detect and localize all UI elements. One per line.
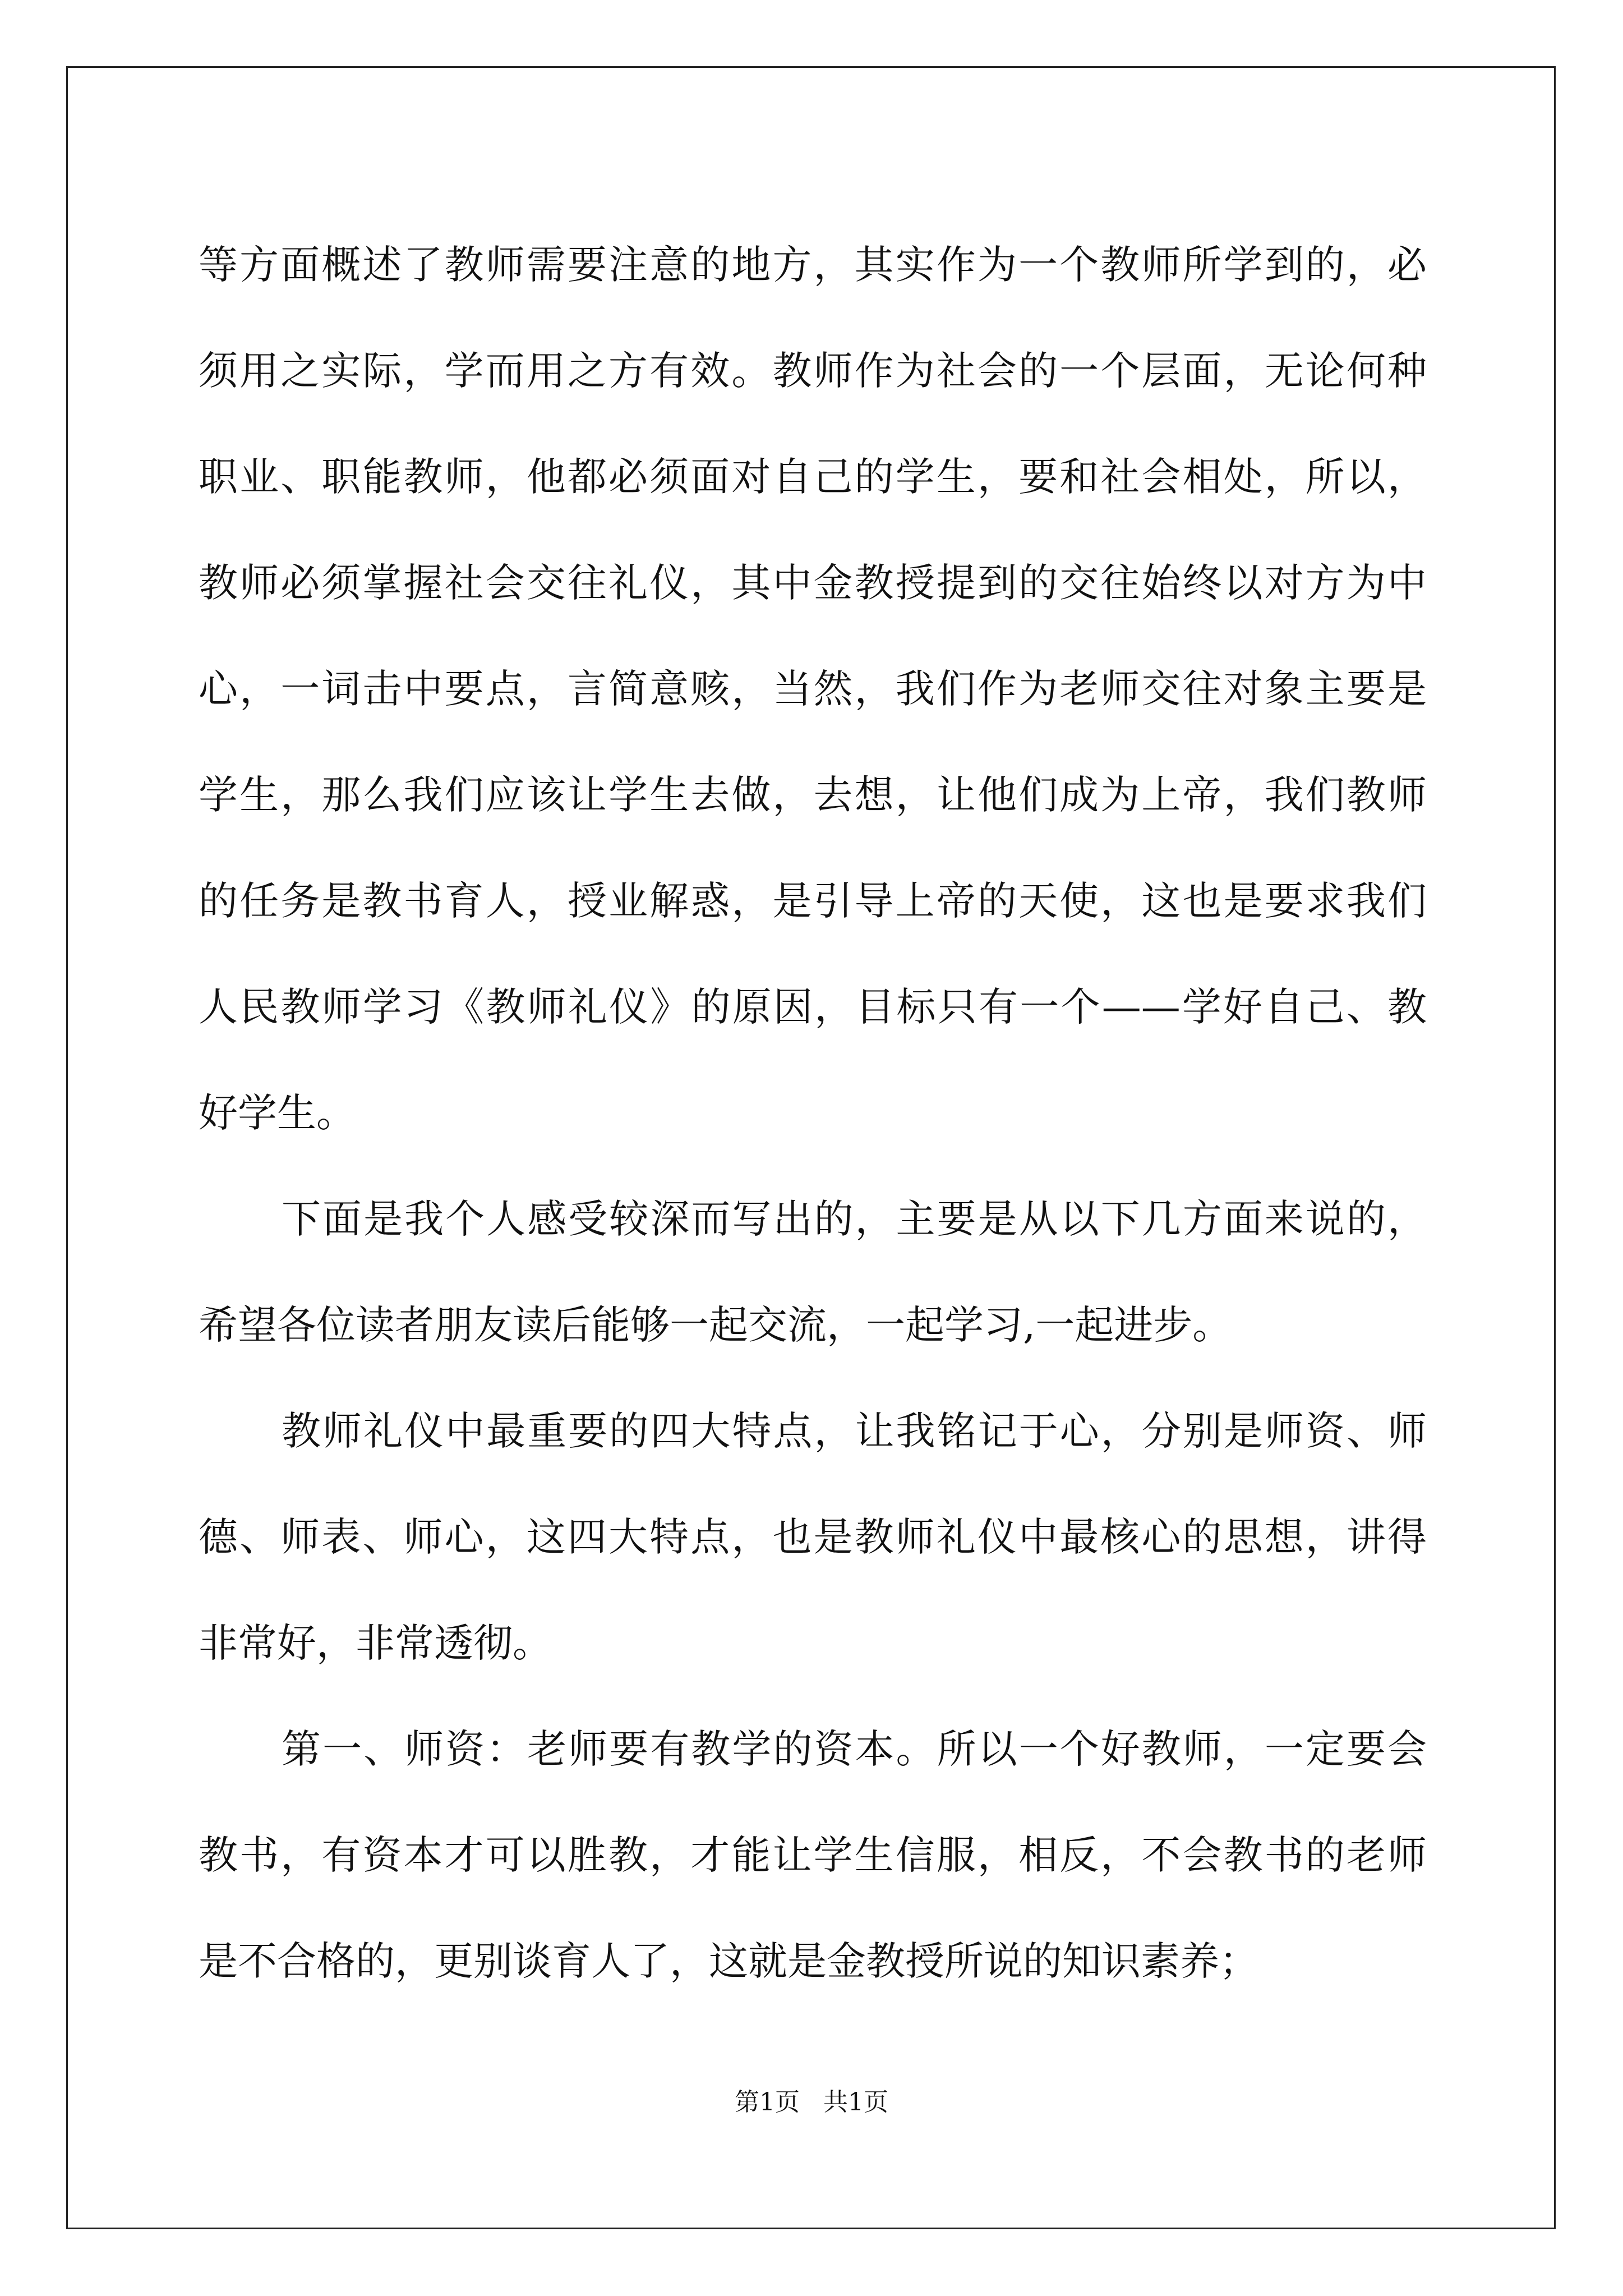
text-line: 第一、师资：老师要有教学的资本。所以一个好教师，一定要会 [282, 1726, 1427, 1772]
text-line: 教书，有资本才可以胜教，才能让学生信服，相反，不会教书的老师 [199, 1832, 1427, 1878]
text-line: 下面是我个人感受较深而写出的，主要是从以下几方面来说的， [282, 1196, 1427, 1242]
text-line: 职业、职能教师，他都必须面对自己的学生，要和社会相处，所以， [199, 454, 1427, 500]
text-line: 是不合格的，更别谈育人了，这就是金教授所说的知识素养； [199, 1938, 1258, 1984]
document-body [199, 212, 1427, 2014]
paragraph [199, 1166, 1427, 1378]
paragraph [199, 1696, 1427, 2014]
text-line: 希望各位读者朋友读后能够一起交流，一起学习,一起进步。 [199, 1302, 1232, 1348]
paragraph [199, 212, 1427, 1166]
text-line: 人民教师学习《教师礼仪》的原因，目标只有一个——学好自己、教 [199, 984, 1427, 1030]
text-line: 的任务是教书育人，授业解惑，是引导上帝的天使，这也是要求我们 [199, 878, 1427, 924]
text-line: 德、师表、师心，这四大特点，也是教师礼仪中最核心的思想，讲得 [199, 1514, 1427, 1560]
text-line: 非常好，非常透彻。 [199, 1620, 552, 1666]
text-line: 教师必须掌握社会交往礼仪，其中金教授提到的交往始终以对方为中 [199, 560, 1427, 606]
text-line: 等方面概述了教师需要注意的地方，其实作为一个教师所学到的，必 [199, 242, 1427, 288]
page-footer: 第1页 共1页 [735, 2088, 888, 2116]
text-line: 须用之实际，学而用之方有效。教师作为社会的一个层面，无论何种 [199, 348, 1427, 394]
text-line: 学生，那么我们应该让学生去做，去想，让他们成为上帝，我们教师 [199, 772, 1427, 818]
text-line: 好学生。 [199, 1090, 356, 1136]
text-line: 心，一词击中要点，言简意赅，当然，我们作为老师交往对象主要是 [199, 666, 1427, 712]
text-line: 教师礼仪中最重要的四大特点，让我铭记于心，分别是师资、师 [282, 1408, 1427, 1454]
paragraph [199, 1378, 1427, 1696]
